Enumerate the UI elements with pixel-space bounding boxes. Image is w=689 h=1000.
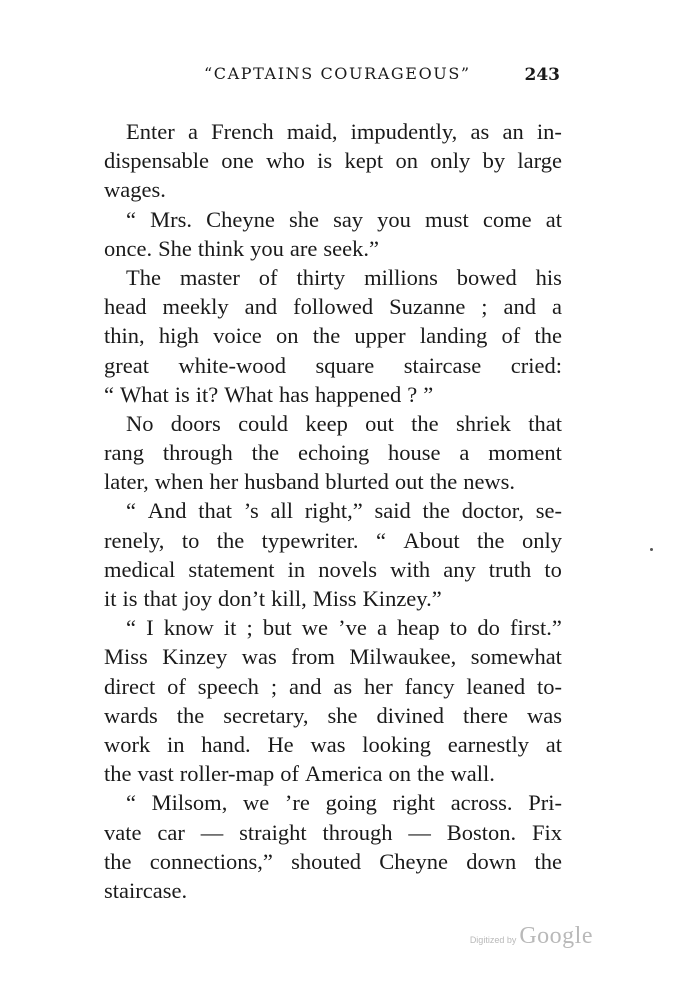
text-line: dispensable one who is kept on only by large (104, 148, 562, 174)
text-line: The master of thirty millions bowed his (126, 264, 562, 290)
running-title: “CAPTAINS COURAGEOUS” (204, 64, 471, 83)
text-line: work in hand. He was looking earnestly at (104, 731, 562, 757)
text-line: the vast roller-map of America on the wall. (104, 761, 495, 787)
text-line: Enter a French maid, impudently, as an in- (126, 119, 562, 144)
text-line: “ What is it? What has happened ? ” (104, 381, 434, 407)
text-line: renely, to the typewriter. “ About the only (104, 527, 562, 553)
text-line: “ Mrs. Cheyne she say you must come at (126, 206, 562, 232)
running-head (104, 62, 562, 86)
text-line: staircase. (104, 877, 188, 903)
text-line: No doors could keep out the shriek that (126, 410, 562, 436)
text-line: later, when her husband blurted out the news. (104, 469, 516, 495)
text-line: Miss Kinzey was from Milwaukee, somewhat (104, 644, 562, 670)
text-line: vate car — straight through — Boston. Fix (104, 819, 562, 845)
scan-speck (650, 548, 653, 551)
watermark-prefix: Digitized by (469, 935, 517, 945)
text-line: wages. (104, 177, 166, 203)
page-number: 243 (524, 65, 560, 85)
text-line: medical statement in novels with any truth to (104, 556, 562, 582)
text-line: the connections,” shouted Cheyne down the (104, 848, 562, 874)
text-line: once. She think you are seek.” (104, 235, 379, 261)
text-line: “ Milsom, we ’re going right across. Pri- (126, 790, 562, 816)
text-line: wards the secretary, she divined there was (104, 702, 562, 728)
text-line: “ I know it ; but we ’ve a heap to do first.” (126, 615, 562, 641)
body-text (104, 117, 562, 905)
text-line: it is that joy don’t kill, Miss Kinzey.” (104, 586, 442, 611)
text-line: “ And that ’s all right,” said the doctor, se- (126, 498, 562, 524)
watermark-brand: Google (519, 923, 593, 949)
text-line: rang through the echoing house a moment (104, 440, 562, 466)
text-line: great white-wood square staircase cried: (104, 352, 562, 378)
text-line: direct of speech ; and as her fancy leaned to- (104, 673, 562, 699)
text-line: head meekly and followed Suzanne ; and a (104, 294, 562, 320)
digitized-by-google-watermark (470, 923, 593, 950)
text-line: thin, high voice on the upper landing of the (104, 323, 562, 349)
